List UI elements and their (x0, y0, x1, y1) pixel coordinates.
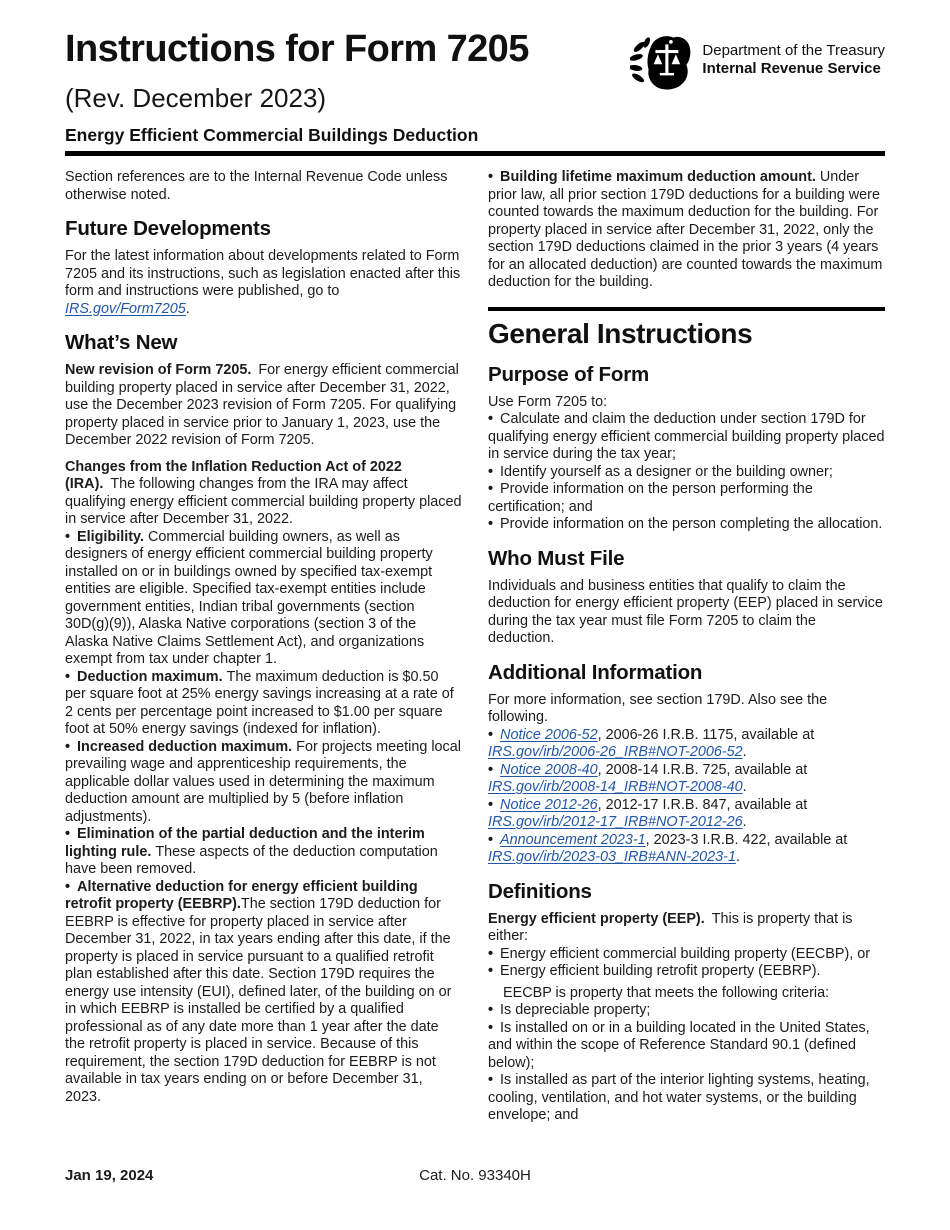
bullet-text: Commercial building owners, as well as designers of energy efficient commercial building property installed on or in buildings owned by specified tax-exempt entities are eligible. Specified tax-exempt entities include government entities, Indian tribal governments (section 30D(g)(9)), Alaska Native corporations (section 3 of the Alaska Native Claims Settlement Act), and organizations exempt from tax under chapter 1. (65, 528, 433, 667)
purpose-of-form-heading: Purpose of Form (488, 362, 650, 386)
additional-information-intro: For more information, see section 179D. Also see the following. (488, 691, 828, 725)
bullet-item-purpose-4 (488, 516, 885, 534)
notice-2006-52-link[interactable]: Notice 2006-52 (500, 726, 598, 743)
bullet-item-eecbp (488, 946, 885, 964)
run-in-heading: New revision of Form 7205. (65, 362, 252, 378)
reference-item-announcement-2023-1 (488, 832, 885, 867)
revision-line: (Rev. December 2023) (65, 83, 327, 113)
bullet-lead: Alternative deduction for energy efficient building retrofit property (EEBRP). (65, 878, 418, 912)
bullet-lead: Deduction maximum. (77, 668, 223, 685)
bullet-item-criteria-2 (488, 1020, 885, 1073)
bullet-text: The section 179D deduction for EEBRP is effective for property placed in service after December 31, 2022, in tax years ending after this date, if the property is placed in service pursuant to a qualified retrofit plan established after this date. Section 179D requires the energy use intensity (EUI), defined later, of the building on or in which EEBRP is installed be certified by a qualified professional as of any date more than 1 year after the date the retrofit property is placed in service. Because of this requirement, the section 179D deduction for EEBRP is not available in tax years ending on or before December 31, 2023. (65, 896, 452, 1105)
reference-item-notice-2006-52 (488, 727, 885, 762)
bullet-text: Energy efficient commercial building property (EECBP), or (500, 945, 871, 962)
bullet-item-deduction-maximum (65, 669, 462, 739)
bullet-text: Identify yourself as a designer or the building owner; (500, 463, 833, 480)
reference-text: , 2023-3 I.R.B. 422, available at (645, 831, 848, 848)
bullet-lead: Elimination of the partial deduction and the interim lighting rule. (65, 826, 425, 860)
reference-text: , 2008-14 I.R.B. 725, available at (597, 761, 808, 778)
paragraph-text: This is property that is either: (488, 910, 853, 944)
section-divider (488, 307, 885, 311)
eecbp-criteria-intro: EECBP is property that meets the following criteria: (503, 984, 830, 1001)
reference-text: , 2012-17 I.R.B. 847, available at (597, 796, 808, 813)
paragraph-text: . (185, 300, 190, 317)
bullet-text: Is depreciable property; (500, 1002, 651, 1018)
form7205-link[interactable]: IRS.gov/Form7205 (65, 300, 186, 317)
eep-definition-paragraph (488, 911, 885, 946)
reference-text: . (742, 744, 747, 760)
bullet-item-criteria-3 (488, 1072, 885, 1125)
catalog-number: Cat. No. 93340H (419, 1167, 531, 1184)
bullet-item-purpose-2 (488, 464, 885, 482)
form-subtitle: Energy Efficient Commercial Buildings Deduction (65, 125, 479, 145)
bullet-item-increased-deduction (65, 739, 462, 827)
treasury-department-label: Department of the Treasury (702, 42, 885, 59)
section-references-note: Section references are to the Internal Revenue Code unless otherwise noted. (65, 169, 448, 203)
bullet-text: For projects meeting local prevailing wage and apprenticeship requirements, the applicable dollar values used in determining the maximum deduction amount are multiplied by 5 (before inflation adjustments). (65, 738, 461, 825)
reference-text: . (742, 814, 747, 830)
reference-item-notice-2012-26 (488, 797, 885, 832)
agency-block (630, 34, 885, 92)
page-content (65, 30, 885, 1125)
header-divider (65, 151, 885, 156)
purpose-intro: Use Form 7205 to: (488, 393, 608, 410)
bullet-lead: Building lifetime maximum deduction amount. (500, 169, 816, 185)
reference-text: . (742, 779, 747, 795)
who-must-file-paragraph: Individuals and business entities that qualify to claim the deduction for energy efficient property (EEP) placed in service during the tax year must file Form 7205 to claim the deduction. (488, 577, 883, 646)
notice-2012-26-link[interactable]: Notice 2012-26 (500, 796, 598, 813)
bullet-item-eebrp (65, 879, 462, 1107)
paragraph-text: For energy efficient commercial building property placed in service after December 31, 2022, use the December 2023 revision of Form 7205. For qualifying property placed in service prior to January 1, 2023, use the December 2022 revision of Form 7205. (65, 362, 459, 448)
bullet-item-elimination (65, 826, 462, 879)
bullet-item-eligibility (65, 529, 462, 669)
paragraph-text: The following changes from the IRA may affect qualifying energy efficient commercial building property placed in service after December 31, 2022. (65, 476, 462, 527)
ira-changes-paragraph (65, 459, 462, 529)
bullet-text: Provide information on the person performing the certification; and (488, 481, 813, 515)
irs-label: Internal Revenue Service (702, 60, 881, 77)
irb-2008-14-url-link[interactable]: IRS.gov/irb/2008-14_IRB#NOT-2008-40 (488, 779, 743, 795)
reference-item-notice-2008-40 (488, 762, 885, 797)
reference-text: . (735, 849, 740, 865)
bullet-lead: Increased deduction maximum. (77, 738, 293, 755)
bullet-lead: Eligibility. (77, 528, 144, 545)
bullet-item-purpose-3 (488, 481, 885, 516)
columns (65, 169, 885, 1125)
bullet-item-building-lifetime (488, 169, 885, 292)
who-must-file-heading: Who Must File (488, 546, 625, 570)
whats-new-heading: What’s New (65, 331, 178, 354)
bullet-text: Calculate and claim the deduction under section 179D for qualifying energy efficient commercial building property placed in service during the tax year; (488, 411, 885, 462)
irb-2006-26-url-link[interactable]: IRS.gov/irb/2006-26_IRB#NOT-2006-52 (488, 744, 743, 760)
bullet-text: The maximum deduction is $0.50 per square foot at 25% energy savings increasing at a rate of 2 cents per percentage point increased to $1.00 per square foot at 50% energy savings (indexed for inflation). (65, 668, 454, 737)
left-column (65, 169, 462, 1125)
bullet-item-purpose-1 (488, 411, 885, 464)
paragraph-text: For the latest information about developments related to Form 7205 and its instructions, such as legislation enacted after this form and instructions were published, go to (65, 248, 461, 299)
announcement-2023-1-link[interactable]: Announcement 2023-1 (500, 831, 646, 848)
future-developments-paragraph (65, 248, 462, 318)
run-in-heading: Energy efficient property (EEP). (488, 910, 705, 927)
page-title: Instructions for Form 7205 (65, 28, 529, 70)
future-developments-heading: Future Developments (65, 217, 271, 240)
general-instructions-heading: General Instructions (488, 317, 753, 349)
bullet-text: Under prior law, all prior section 179D deductions for a building were counted towards the maximum deduction for the building. For property placed in service after December 31, 2022, only the section 179D deductions claimed in the prior 3 years (4 years for an allocated deduction) are counted towards the maximum deduction for the building. (488, 169, 883, 290)
bullet-text: Provide information on the person completing the allocation. (500, 516, 883, 532)
bullet-text: Energy efficient building retrofit property (EEBRP). (500, 963, 821, 979)
bullet-item-eebrp-def (488, 963, 885, 981)
agency-lines (702, 42, 885, 78)
irs-eagle-icon (630, 34, 692, 92)
bullet-text: Is installed as part of the interior lighting systems, heating, cooling, ventilation, and hot water systems, or the building envelope; and (488, 1072, 870, 1123)
footer-date: Jan 19, 2024 (65, 1167, 154, 1184)
bullet-item-criteria-1 (488, 1002, 885, 1020)
right-column (488, 169, 885, 1125)
additional-information-heading: Additional Information (488, 660, 703, 684)
new-revision-paragraph (65, 362, 462, 450)
header-title-block (65, 30, 529, 146)
run-in-heading: Changes from the Inflation Reduction Act of 2022 (IRA). (65, 458, 402, 492)
definitions-heading: Definitions (488, 879, 592, 903)
reference-text: , 2006-26 I.R.B. 1175, available at (597, 726, 815, 743)
bullet-text: These aspects of the deduction computation have been removed. (65, 843, 438, 877)
notice-2008-40-link[interactable]: Notice 2008-40 (500, 761, 598, 778)
irb-2012-17-url-link[interactable]: IRS.gov/irb/2012-17_IRB#NOT-2012-26 (488, 814, 743, 830)
document-header (65, 30, 885, 146)
irb-2023-03-url-link[interactable]: IRS.gov/irb/2023-03_IRB#ANN-2023-1 (488, 849, 736, 865)
bullet-text: Is installed on or in a building located in the United States, and within the scope of Reference Standard 90.1 (defined below); (488, 1019, 870, 1071)
